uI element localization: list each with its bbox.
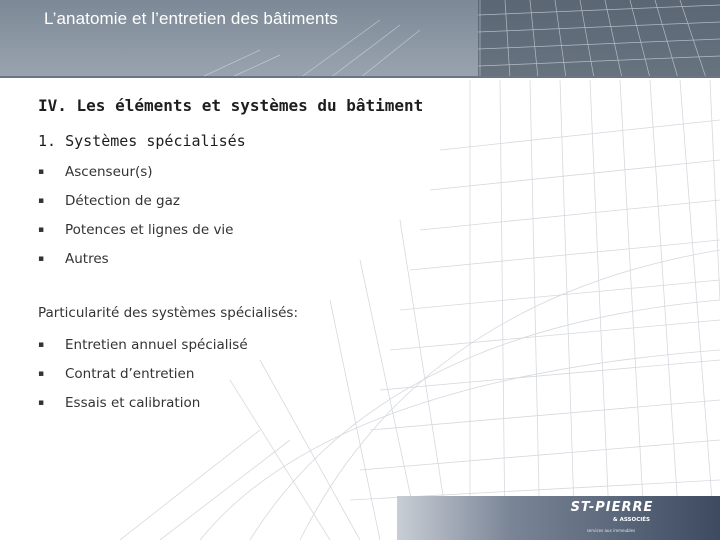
company-logo	[562, 500, 662, 536]
bullet-icon: ▪	[38, 196, 45, 206]
bullet-icon: ▪	[38, 167, 45, 177]
bullet-icon: ▪	[38, 398, 45, 408]
bullet-icon: ▪	[38, 340, 45, 350]
slide-title: IV. Les éléments et systèmes du bâtiment	[38, 96, 424, 115]
logo-tagline: services aux immeubles	[586, 528, 636, 533]
list-item-text: Potences et lignes de vie	[65, 222, 234, 238]
list-item-text: Entretien annuel spécialisé	[65, 337, 248, 353]
list-item-text: Essais et calibration	[65, 395, 201, 411]
header-title: L’anatomie et l’entretien des bâtiments	[44, 9, 339, 28]
bullet-icon: ▪	[38, 369, 45, 379]
logo-main-text: ST-PIERRE	[570, 500, 654, 515]
header-banner	[0, 0, 720, 78]
particularities-heading: Particularité des systèmes spécialisés:	[38, 305, 299, 321]
footer-band	[397, 496, 720, 540]
list-item-text: Ascenseur(s)	[65, 164, 153, 180]
list-item-text: Contrat d’entretien	[65, 366, 195, 382]
bullet-icon: ▪	[38, 225, 45, 235]
list-item-text: Autres	[65, 251, 109, 267]
slide-subtitle: 1. Systèmes spécialisés	[38, 132, 246, 150]
bullet-icon: ▪	[38, 254, 45, 264]
logo-sub-text: & ASSOCIÉS	[612, 517, 650, 523]
list-item-text: Détection de gaz	[65, 193, 180, 209]
